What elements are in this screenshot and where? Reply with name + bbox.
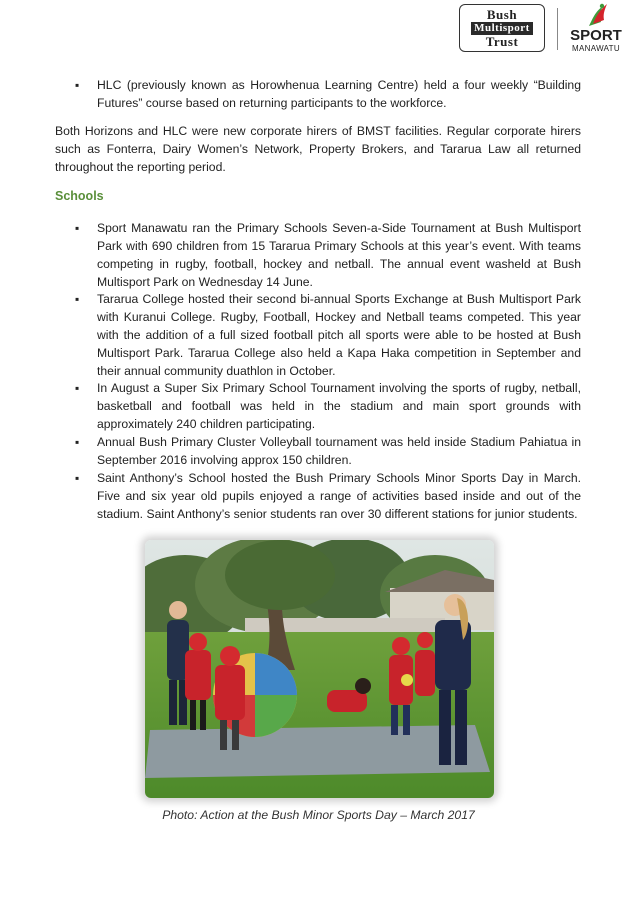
corporate-hirers-paragraph: Both Horizons and HLC were new corporate hirers of BMST facilities. Regular corporate hirers such as Fonterra, Dairy Women’s Network, Property Brokers, and Tararua Law all returned throughout the reporting period. <box>55 124 581 174</box>
manawatu-word: MANAWATU <box>572 44 620 53</box>
schools-heading: Schools <box>55 189 104 203</box>
bullet-marker: ▪ <box>75 381 80 395</box>
schools-bullet-5: Saint Anthony’s School hosted the Bush Primary Schools Minor Sports Day in March. Five and six year old pupils enjoyed a range of activities based inside and out of the stadium. Saint Anthony’s senior students ran over 30 different stations for junior students. <box>97 471 581 521</box>
logo-line-trust: Trust <box>485 33 519 49</box>
flame-figure-icon <box>583 2 609 28</box>
logo-divider <box>557 8 558 50</box>
logo-line-multisport: Multisport <box>471 22 533 35</box>
schools-bullet-3: In August a Super Six Primary School Tournament involving the sports of rugby, netball, basketball and football was held in the stadium and main sport grounds with approximately 240 children participating. <box>97 381 581 431</box>
sports-day-scene <box>145 540 494 798</box>
bullet-marker: ▪ <box>75 292 80 306</box>
schools-bullet-2: Tararua College hosted their second bi-annual Sports Exchange at Bush Multisport Park with Kuranui College. Rugby, Football, Hockey and Netball teams competed. This year with the addition of a full sized football pitch all sports were able to be hosted at Bush Multisport Park. Tararua College also held a Kapa Haka competition in September and their annual community duathlon in October. <box>97 292 581 378</box>
bush-multisport-trust-logo <box>459 4 545 52</box>
photo-caption: Photo: Action at the Bush Minor Sports Day – March 2017 <box>162 808 475 822</box>
schools-bullet-1: Sport Manawatu ran the Primary Schools Seven-a-Side Tournament at Bush Multisport Park with 690 children from 15 Tararua Primary Schools at this year’s event. With teams competing in rugby, football, hockey and netball. The annual event washeld at Bush Multisport Park on Wednesday 14 June. <box>97 221 581 289</box>
sports-day-photo <box>145 540 494 798</box>
logo-line-bush: Bush <box>486 6 518 22</box>
schools-bullet-4: Annual Bush Primary Cluster Volleyball tournament was held inside Stadium Pahiatua in September 2016 involving approx 150 children. <box>97 435 581 467</box>
bullet-marker: ▪ <box>75 435 80 449</box>
bullet-marker: ▪ <box>75 221 80 235</box>
sport-word: SPORT <box>570 27 622 44</box>
intro-bullet-text: HLC (previously known as Horowhenua Learning Centre) held a four weekly “Building Futures” course based on returning participants to the workforce. <box>97 78 581 110</box>
bullet-marker: ▪ <box>75 78 80 92</box>
sport-manawatu-logo <box>565 2 627 54</box>
bullet-marker: ▪ <box>75 471 80 485</box>
